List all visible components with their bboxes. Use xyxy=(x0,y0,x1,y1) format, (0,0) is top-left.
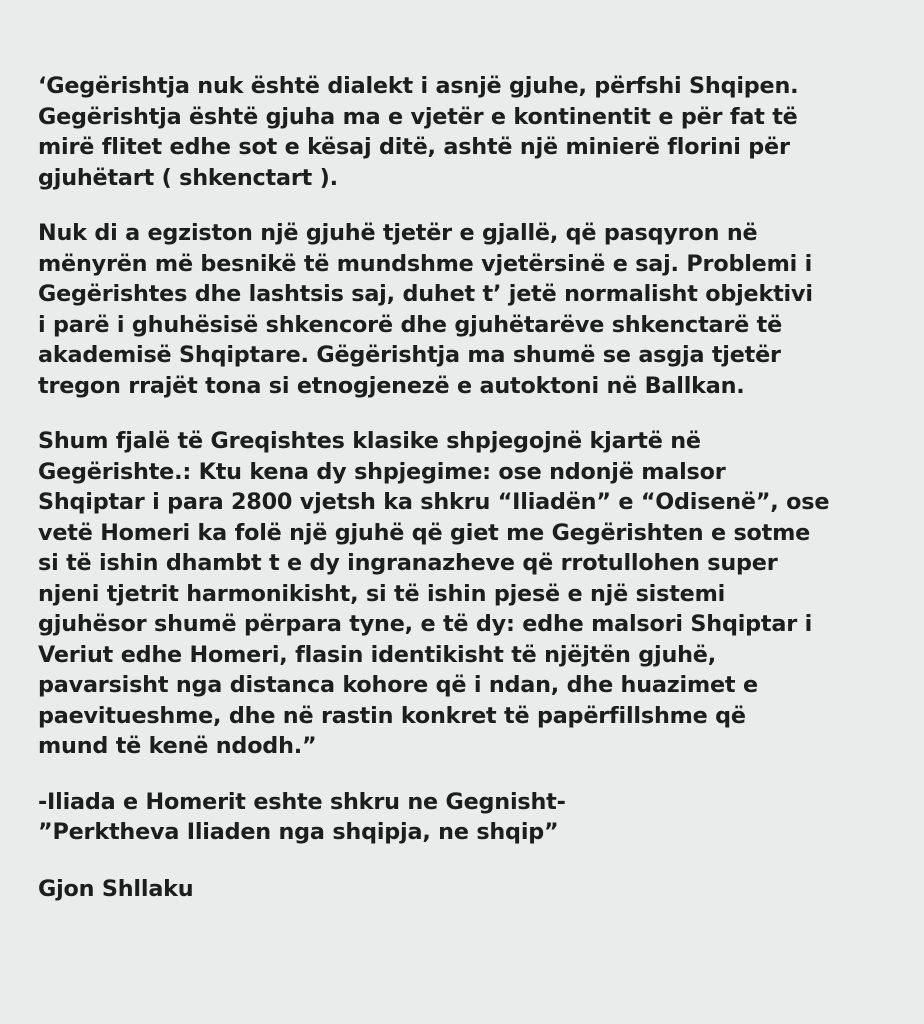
closing-block xyxy=(38,787,894,848)
paragraph-line: Nuk di a egziston një gjuhë tjetër e gjallë, që pasqyron në xyxy=(38,220,758,246)
paragraph-line: Veriut edhe Homeri, flasin identikisht të njëjtën gjuhë, xyxy=(38,641,717,668)
paragraph-line: njeni tjetrit harmonikisht, si të ishin pjesë e një sistemi xyxy=(38,580,726,607)
closing-line-2: ”Perktheva Iliaden nga shqipja, ne shqip” xyxy=(38,819,559,845)
paragraph-2 xyxy=(38,218,894,401)
paragraph-line: i parë i ghuhësisë shkencorë dhe gjuhëtarëve shkenctarë të xyxy=(38,311,783,338)
paragraph-line: akademisë Shqiptare. Gëgërishtja ma shumë se asgja tjetër xyxy=(38,342,781,368)
paragraph-line: Shqiptar i para 2800 vjetsh ka shkru “Iliadën” e “Odisenë”, ose xyxy=(38,489,830,515)
paragraph-line: Gegërishtes dhe lashtsis saj, duhet t’ jetë normalisht objektivi xyxy=(38,281,813,307)
paragraph-line: Gegërishtja është gjuha ma e vjetër e kontinentit e për fat të xyxy=(38,103,798,130)
paragraph-line: tregon rrajët tona si etnogjenezë e autoktoni në Ballkan. xyxy=(38,372,745,399)
paragraph-line: gjuhëtart ( shkenctart ). xyxy=(38,164,338,191)
paragraph-line: Gegërishte.: Ktu kena dy shpjegime: ose ndonjë malsor xyxy=(38,458,726,485)
paragraph-line: vetë Homeri ka folë një gjuhë që giet me Gegërishten e sotme xyxy=(38,519,811,546)
paragraph-line: pavarsisht nga distanca kohore që i ndan, dhe huazimet e xyxy=(38,672,758,698)
paragraph-line: Shum fjalë të Greqishtes klasike shpjegojnë kjartë në xyxy=(38,428,701,454)
paragraph-line: si të ishin dhambt t e dy ingranazheve që rrotullohen super xyxy=(38,550,778,576)
author-signature: Gjon Shllaku xyxy=(38,875,194,902)
signature-block xyxy=(38,874,894,905)
paragraph-line: mund të kenë ndodh.” xyxy=(38,733,317,759)
paragraph-line: mënyrën më besnikë të mundshme vjetërsinë e saj. Problemi i xyxy=(38,250,813,277)
paragraph-3 xyxy=(38,426,894,762)
paragraph-line: ‘Gegërishtja nuk është dialekt i asnjë gjuhe, përfshi Shqipen. xyxy=(38,73,799,99)
paragraph-line: mirë flitet edhe sot e kësaj ditë, ashtë një minierë florini për xyxy=(38,134,790,160)
paragraph-line: paevitueshme, dhe në rastin konkret të papërfillshme që xyxy=(38,702,746,729)
paragraph-line: gjuhësor shumë përpara tyne, e të dy: edhe malsori Shqiptar i xyxy=(38,611,813,637)
closing-line-1: -Iliada e Homerit eshte shkru ne Gegnisht- xyxy=(38,788,566,815)
paragraph-1 xyxy=(38,71,894,193)
